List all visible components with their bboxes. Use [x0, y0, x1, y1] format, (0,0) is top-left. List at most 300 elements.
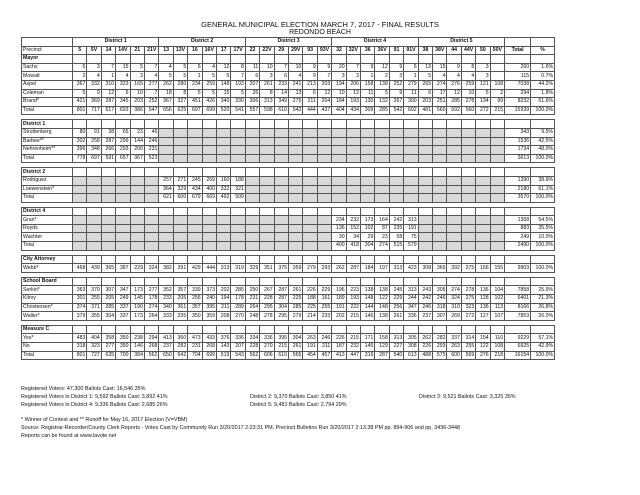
vote-cell: 483: [73, 334, 87, 343]
blank-cell: [260, 168, 274, 177]
vote-cell: 384: [130, 351, 144, 360]
precinct-number: 14: [101, 46, 115, 55]
vote-cell: [303, 233, 317, 242]
vote-cell: [73, 176, 87, 185]
blank-cell: [73, 207, 87, 216]
blank-cell: [101, 120, 115, 129]
candidate-row: [22, 194, 555, 203]
candidate-row: [22, 128, 555, 137]
vote-cell: 316: [361, 351, 375, 360]
blank-cell: [375, 325, 389, 334]
vote-cell: [101, 224, 115, 233]
vote-cell: 8: [173, 89, 187, 98]
vote-cell: 256: [188, 295, 202, 304]
vote-cell: [490, 176, 504, 185]
blank-cell: [130, 255, 144, 264]
vote-cell: 12: [375, 63, 389, 72]
vote-cell: [202, 154, 216, 163]
vote-cell: 277: [144, 80, 158, 89]
vote-cell: [245, 216, 259, 225]
vote-cell: [418, 216, 432, 225]
precinct-number: 36V: [375, 46, 389, 55]
vote-cell: 12: [346, 89, 360, 98]
vote-cell: 240: [202, 295, 216, 304]
vote-cell: 193: [346, 98, 360, 107]
vote-cell: [490, 216, 504, 225]
blank-cell: [87, 120, 101, 129]
precinct-number: 16V: [202, 46, 216, 55]
vote-cell: 293: [317, 264, 331, 273]
vote-cell: 136: [476, 303, 490, 312]
vote-cell: [188, 242, 202, 251]
blank-cell: [346, 325, 360, 334]
vote-cell: 215: [274, 343, 288, 352]
vote-cell: 657: [116, 154, 130, 163]
vote-cell: 1: [101, 72, 115, 81]
vote-cell: 184: [332, 98, 346, 107]
vote-cell: [433, 194, 447, 203]
vote-cell: [173, 242, 187, 251]
vote-cell: 433: [202, 334, 216, 343]
vote-cell: 327: [173, 98, 187, 107]
vote-cell: 148: [361, 295, 375, 304]
vote-cell: 12: [317, 89, 331, 98]
vote-cell: 351: [260, 264, 274, 273]
blank-cell: [332, 168, 346, 177]
vote-cell: [490, 185, 504, 194]
vote-cell: 160: [216, 176, 230, 185]
vote-cell: 270: [231, 312, 245, 321]
blank-cell: [490, 255, 504, 264]
vote-cell: 276: [447, 80, 461, 89]
vote-cell: 264: [144, 312, 158, 321]
vote-cell: 270: [260, 343, 274, 352]
blank-cell: [404, 168, 418, 177]
precinct-row: [22, 46, 555, 55]
vote-cell: 122: [375, 295, 389, 304]
blank-cell: [361, 255, 375, 264]
vote-cell: 204: [317, 98, 331, 107]
vote-cell: 562: [245, 351, 259, 360]
vote-cell: 252: [144, 98, 158, 107]
vote-cell: [188, 224, 202, 233]
vote-cell: 148: [216, 80, 230, 89]
vote-cell: 520: [216, 106, 230, 115]
vote-cell: 7: [317, 72, 331, 81]
vote-cell: 332: [216, 185, 230, 194]
blank-cell: [274, 207, 288, 216]
vote-cell: 80: [73, 128, 87, 137]
vote-cell: 233: [317, 312, 331, 321]
blank-cell: [87, 255, 101, 264]
vote-cell: 305: [404, 334, 418, 343]
candidate-name: Total: [22, 351, 73, 360]
vote-cell: 258: [87, 137, 101, 146]
district-header: District 2: [159, 38, 245, 47]
vote-cell: 196: [332, 286, 346, 295]
vote-cell: [303, 224, 317, 233]
vote-cell: [389, 137, 403, 146]
vote-cell: 4: [289, 72, 303, 81]
vote-cell: [447, 242, 461, 251]
vote-cell: [130, 233, 144, 242]
vote-cell: 613: [404, 351, 418, 360]
vote-cell: 336: [260, 334, 274, 343]
vote-cell: 5: [173, 72, 187, 81]
blank-cell: [289, 120, 303, 129]
blank-cell: [173, 55, 187, 64]
vote-cell: [490, 63, 504, 72]
vote-cell: 282: [433, 334, 447, 343]
vote-cell: 155: [490, 264, 504, 273]
candidate-name: Gran*: [22, 216, 73, 225]
vote-cell: 801: [73, 351, 87, 360]
blank-cell: [87, 325, 101, 334]
vote-cell: 10: [130, 89, 144, 98]
blank-cell: [73, 255, 87, 264]
vote-cell: 295: [274, 312, 288, 321]
precinct-number: 29V: [289, 46, 303, 55]
blank-cell: [202, 207, 216, 216]
blank-cell: [216, 168, 230, 177]
candidate-name: Struttenberg: [22, 128, 73, 137]
blank-cell: [505, 277, 531, 286]
candidate-name: Serkin*: [22, 286, 73, 295]
vote-cell: 207: [245, 80, 259, 89]
vote-cell: 669: [202, 194, 216, 203]
blank-cell: [159, 120, 173, 129]
precinct-number: 14V: [116, 46, 130, 55]
row-percent: 57.1%: [531, 334, 555, 343]
vote-cell: 134: [476, 98, 490, 107]
blank-cell: [433, 168, 447, 177]
vote-cell: 365: [101, 264, 115, 273]
vote-cell: 26: [245, 89, 259, 98]
section-title: Measure C: [22, 325, 73, 334]
precinct-number: 5V: [87, 46, 101, 55]
blank-cell: [346, 120, 360, 129]
vote-cell: [202, 216, 216, 225]
vote-cell: 75: [404, 233, 418, 242]
vote-cell: 9: [447, 63, 461, 72]
blank-cell: [433, 277, 447, 286]
vote-cell: 323: [87, 343, 101, 352]
row-total: 1358: [505, 216, 531, 225]
header-blank: [531, 38, 555, 47]
blank-cell: [274, 277, 288, 286]
vote-cell: [289, 224, 303, 233]
vote-cell: 704: [188, 351, 202, 360]
blank-cell: [289, 255, 303, 264]
blank-cell: [490, 277, 504, 286]
vote-cell: 171: [361, 334, 375, 343]
vote-cell: [274, 128, 288, 137]
blank-cell: [245, 277, 259, 286]
row-total: 1734: [505, 146, 531, 155]
blank-cell: [505, 168, 531, 177]
blank-cell: [274, 120, 288, 129]
vote-cell: 429: [188, 264, 202, 273]
vote-cell: [303, 194, 317, 203]
vote-cell: [260, 154, 274, 163]
vote-cell: 6: [418, 89, 432, 98]
vote-cell: 650: [159, 351, 173, 360]
candidate-row: [22, 98, 555, 107]
blank-cell: [375, 168, 389, 177]
blank-cell: [505, 207, 531, 216]
vote-cell: 7: [231, 72, 245, 81]
vote-cell: [317, 146, 331, 155]
vote-cell: [418, 185, 432, 194]
blank-cell: [461, 207, 475, 216]
vote-cell: [274, 137, 288, 146]
vote-cell: [433, 185, 447, 194]
vote-cell: 279: [404, 80, 418, 89]
vote-cell: [274, 154, 288, 163]
vote-cell: 215: [346, 334, 360, 343]
vote-cell: 121: [476, 80, 490, 89]
district1-voters: Registered Voters in District 1: 9,592 Ballots Cast: 3,892 41%: [21, 394, 168, 400]
vote-cell: 269: [447, 312, 461, 321]
vote-cell: [418, 128, 432, 137]
vote-cell: 237: [159, 343, 173, 352]
vote-cell: [346, 194, 360, 203]
vote-cell: [173, 154, 187, 163]
district3-voters: District 3: 9,521 Ballots Cast: 3,325 35%: [419, 394, 516, 400]
vote-cell: 242: [418, 295, 432, 304]
vote-cell: [260, 176, 274, 185]
candidate-row: [22, 63, 555, 72]
row-total: 2490: [505, 242, 531, 251]
vote-cell: 434: [346, 106, 360, 115]
vote-cell: 307: [101, 286, 115, 295]
vote-cell: [476, 154, 490, 163]
row-total: 249: [505, 233, 531, 242]
vote-cell: 318: [73, 343, 87, 352]
vote-cell: [202, 242, 216, 251]
vote-cell: [490, 72, 504, 81]
vote-cell: [476, 128, 490, 137]
vote-cell: 4: [461, 72, 475, 81]
row-percent: 44.2%: [531, 80, 555, 89]
vote-cell: [231, 137, 245, 146]
vote-cell: 231: [188, 343, 202, 352]
vote-cell: [73, 224, 87, 233]
row-percent: 35.5%: [531, 224, 555, 233]
candidate-name: Aspel: [22, 80, 73, 89]
vote-cell: 233: [159, 295, 173, 304]
vote-cell: 547: [144, 106, 158, 115]
vote-cell: 285: [447, 98, 461, 107]
candidate-row: [22, 89, 555, 98]
vote-cell: [289, 194, 303, 203]
vote-cell: 350: [116, 334, 130, 343]
vote-cell: 6: [245, 72, 259, 81]
vote-cell: 404: [87, 334, 101, 343]
vote-cell: [303, 242, 317, 251]
vote-cell: 15: [433, 63, 447, 72]
blank-cell: [260, 207, 274, 216]
vote-cell: 138: [375, 312, 389, 321]
vote-cell: [202, 224, 216, 233]
vote-cell: [461, 242, 475, 251]
vote-cell: [130, 185, 144, 194]
blank-cell: [433, 325, 447, 334]
vote-cell: 9: [87, 89, 101, 98]
vote-cell: [159, 216, 173, 225]
blank-cell: [418, 277, 432, 286]
blank-cell: [188, 168, 202, 177]
vote-cell: 38: [101, 128, 115, 137]
vote-cell: 370: [87, 286, 101, 295]
vote-cell: 3: [476, 63, 490, 72]
vote-cell: 347: [404, 303, 418, 312]
vote-cell: [433, 176, 447, 185]
blank-cell: [317, 207, 331, 216]
vote-cell: 226: [332, 334, 346, 343]
blank-cell: [260, 120, 274, 129]
vote-cell: 7: [101, 63, 115, 72]
precinct-number: 17V: [231, 46, 245, 55]
vote-cell: 359: [289, 264, 303, 273]
vote-cell: 262: [418, 334, 432, 343]
vote-cell: 277: [144, 286, 158, 295]
vote-cell: 374: [73, 303, 87, 312]
blank-cell: [332, 120, 346, 129]
vote-cell: [188, 154, 202, 163]
blank-cell: [173, 255, 187, 264]
vote-cell: 679: [188, 194, 202, 203]
blank-cell: [332, 277, 346, 286]
blank-cell: [375, 277, 389, 286]
district-header: District 1: [73, 38, 159, 47]
vote-cell: 444: [303, 106, 317, 115]
vote-cell: 434: [188, 185, 202, 194]
blank-cell: [216, 325, 230, 334]
blank-cell: [476, 55, 490, 64]
blank-cell: [531, 168, 555, 177]
vote-cell: [73, 185, 87, 194]
vote-cell: 306: [245, 98, 259, 107]
vote-cell: [202, 128, 216, 137]
vote-cell: 1: [361, 72, 375, 81]
vote-cell: [303, 154, 317, 163]
blank-cell: [260, 255, 274, 264]
vote-cell: 107: [490, 312, 504, 321]
blank-cell: [245, 325, 259, 334]
vote-cell: [216, 128, 230, 137]
vote-cell: [389, 185, 403, 194]
vote-cell: 187: [332, 343, 346, 352]
blank-cell: [346, 277, 360, 286]
blank-cell: [202, 277, 216, 286]
vote-cell: 10: [289, 63, 303, 72]
vote-cell: [404, 154, 418, 163]
vote-cell: [144, 242, 158, 251]
blank-cell: [101, 255, 115, 264]
vote-cell: 13: [289, 89, 303, 98]
precinct-number: 93: [303, 46, 317, 55]
vote-cell: 23: [130, 128, 144, 137]
vote-cell: [116, 224, 130, 233]
candidate-name: Webb*: [22, 264, 73, 273]
vote-cell: [404, 185, 418, 194]
vote-cell: 9: [303, 72, 317, 81]
vote-cell: 367: [159, 98, 173, 107]
blank-cell: [274, 325, 288, 334]
vote-cell: 200: [130, 146, 144, 155]
vote-cell: 717: [87, 106, 101, 115]
vote-cell: 5: [375, 89, 389, 98]
vote-cell: 413: [159, 334, 173, 343]
blank-cell: [173, 120, 187, 129]
section-title: Mayor: [22, 55, 73, 64]
section-title: School Board: [22, 277, 73, 286]
vote-cell: 225: [289, 295, 303, 304]
blank-cell: [188, 277, 202, 286]
vote-cell: 6: [188, 63, 202, 72]
blank-cell: [116, 207, 130, 216]
vote-cell: [216, 233, 230, 242]
vote-cell: [361, 176, 375, 185]
section-header-row: [22, 325, 555, 334]
precinct-number: 32V: [346, 46, 360, 55]
row-percent: 26.0%: [531, 312, 555, 321]
vote-cell: [274, 242, 288, 251]
vote-cell: 207: [231, 343, 245, 352]
vote-cell: [101, 185, 115, 194]
vote-cell: 102: [490, 295, 504, 304]
blank-cell: [173, 207, 187, 216]
vote-cell: [461, 146, 475, 155]
vote-cell: 337: [447, 334, 461, 343]
blank-cell: [216, 207, 230, 216]
vote-cell: 285: [375, 106, 389, 115]
blank-cell: [159, 207, 173, 216]
vote-cell: 285: [101, 303, 115, 312]
vote-cell: 302: [73, 137, 87, 146]
blank-cell: [202, 255, 216, 264]
row-total: 7853: [505, 312, 531, 321]
precinct-number: 93V: [317, 46, 331, 55]
vote-cell: [361, 146, 375, 155]
vote-cell: 190: [130, 303, 144, 312]
vote-cell: [332, 185, 346, 194]
vote-cell: 523: [144, 154, 158, 163]
pct-header: %: [531, 46, 555, 55]
vote-cell: 277: [101, 343, 115, 352]
vote-cell: 30: [332, 233, 346, 242]
blank-cell: [531, 325, 555, 334]
vote-cell: [433, 224, 447, 233]
row-percent: 38.9%: [531, 176, 555, 185]
vote-cell: [447, 137, 461, 146]
vote-cell: 4: [144, 72, 158, 81]
vote-cell: 58: [389, 233, 403, 242]
vote-cell: [173, 233, 187, 242]
vote-cell: 246: [433, 295, 447, 304]
vote-cell: [116, 233, 130, 242]
precinct-number: 50V: [490, 46, 504, 55]
blank-cell: [389, 120, 403, 129]
vote-cell: [245, 146, 259, 155]
precinct-number: 13V: [173, 46, 187, 55]
vote-cell: 287: [274, 286, 288, 295]
vote-cell: [490, 224, 504, 233]
vote-cell: 275: [289, 98, 303, 107]
vote-cell: 300: [404, 98, 418, 107]
vote-cell: 6: [303, 89, 317, 98]
